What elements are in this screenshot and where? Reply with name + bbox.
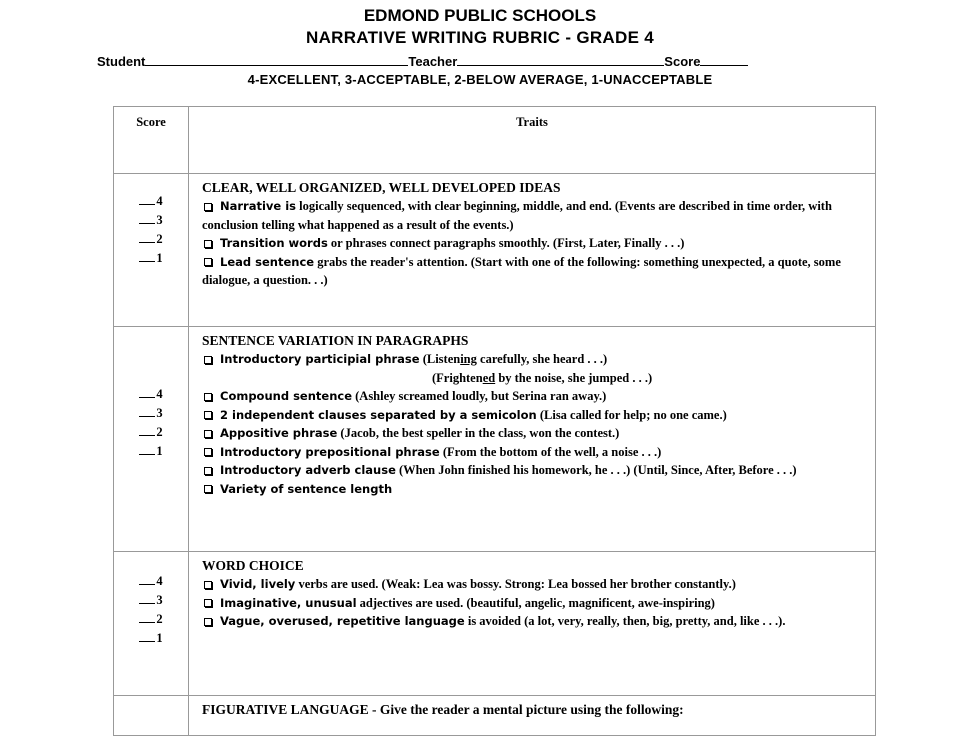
list-item: Narrative is logically sequenced, with clear beginning, middle, and end. (Events are described in time order, with conclusion telling what happened as a result of the events.): [202, 199, 832, 232]
checkbox-icon: [204, 599, 212, 607]
student-label: Student: [97, 54, 146, 69]
score-option[interactable]: 1: [114, 249, 188, 268]
section-title: WORD CHOICE: [202, 558, 304, 573]
score-option[interactable]: 3: [114, 211, 188, 230]
list-item: Appositive phrase (Jacob, the best speller in the class, won the contest.): [202, 424, 865, 443]
trait-cell: [189, 327, 876, 552]
trait-cell: [189, 552, 876, 696]
score-option[interactable]: 2: [114, 230, 188, 249]
score-blank[interactable]: [700, 53, 748, 66]
rubric-row: [114, 327, 876, 552]
score-option[interactable]: 3: [114, 404, 188, 423]
score-option[interactable]: 1: [114, 442, 188, 461]
list-item: Introductory participial phrase (Listening carefully, she heard . . .): [202, 350, 865, 369]
checkbox-icon: [204, 411, 212, 419]
student-blank[interactable]: [145, 53, 408, 66]
section-title: SENTENCE VARIATION IN PARAGRAPHS: [202, 333, 469, 348]
checkbox-icon: [204, 356, 212, 364]
checkbox-icon: [204, 430, 212, 438]
list-item-continuation: (Frightened by the noise, she jumped . . .): [432, 370, 653, 385]
trait-cell: [189, 696, 876, 736]
teacher-blank[interactable]: [457, 53, 664, 66]
rubric-table: [113, 106, 876, 736]
score-option[interactable]: 4: [114, 572, 188, 591]
score-option[interactable]: 2: [114, 610, 188, 629]
rubric-row: [114, 552, 876, 696]
score-option[interactable]: 1: [114, 629, 188, 648]
traits-column-header: Traits: [189, 107, 876, 174]
list-item: Transition words or phrases connect paragraphs smoothly. (First, Later, Finally . . .): [202, 234, 865, 253]
score-options: [114, 696, 189, 736]
list-item: 2 independent clauses separated by a semicolon (Lisa called for help; no one came.): [202, 406, 865, 425]
rubric-row: [114, 696, 876, 736]
checkbox-icon: [204, 581, 212, 589]
section-title: CLEAR, WELL ORGANIZED, WELL DEVELOPED IDEAS: [202, 180, 561, 195]
score-option[interactable]: 2: [114, 423, 188, 442]
table-header-row: [114, 107, 876, 174]
list-item: Lead sentence grabs the reader's attention. (Start with one of the following: something unexpected, a quote, some dialogue, a question. . .): [202, 254, 841, 287]
score-option[interactable]: 3: [114, 591, 188, 610]
list-item: Variety of sentence length: [202, 480, 865, 499]
score-option[interactable]: 4: [114, 385, 188, 404]
checkbox-icon: [204, 393, 212, 401]
rubric-row: [114, 174, 876, 327]
score-option[interactable]: 4: [114, 192, 188, 211]
checkbox-icon: [204, 485, 212, 493]
checkbox-icon: [204, 618, 212, 626]
score-options: [114, 552, 189, 696]
list-item: Vague, overused, repetitive language is avoided (a lot, very, really, then, big, pretty, and, like . . .).: [202, 612, 865, 631]
school-name: EDMOND PUBLIC SCHOOLS: [363, 6, 597, 25]
checkbox-icon: [204, 467, 212, 475]
score-label: Score: [664, 54, 701, 69]
score-scale: 4-EXCELLENT, 3-ACCEPTABLE, 2-BELOW AVERAGE, 1-UNACCEPTABLE: [247, 72, 713, 87]
rubric-title: NARRATIVE WRITING RUBRIC - GRADE 4: [306, 28, 654, 47]
list-item: Introductory prepositional phrase (From the bottom of the well, a noise . . .): [202, 443, 865, 462]
checkbox-icon: [204, 448, 212, 456]
student-teacher-score-line: [97, 53, 748, 70]
score-options: [114, 174, 189, 327]
score-column-header: Score: [114, 107, 189, 174]
list-item: Vivid, lively verbs are used. (Weak: Lea was bossy. Strong: Lea bossed her brother constantly.): [202, 575, 865, 594]
checkbox-icon: [204, 203, 212, 211]
section-title: FIGURATIVE LANGUAGE - Give the reader a mental picture using the following:: [202, 702, 684, 717]
teacher-label: Teacher: [408, 54, 458, 69]
list-item: Introductory adverb clause (When John finished his homework, he . . .) (Until, Since, After, Before . . .): [202, 461, 865, 480]
trait-cell: [189, 174, 876, 327]
list-item: Imaginative, unusual adjectives are used. (beautiful, angelic, magnificent, awe-inspiring): [202, 594, 865, 613]
score-options: [114, 327, 189, 552]
list-item: Compound sentence (Ashley screamed loudly, but Serina ran away.): [202, 387, 865, 406]
checkbox-icon: [204, 240, 212, 248]
checkbox-icon: [204, 258, 212, 266]
